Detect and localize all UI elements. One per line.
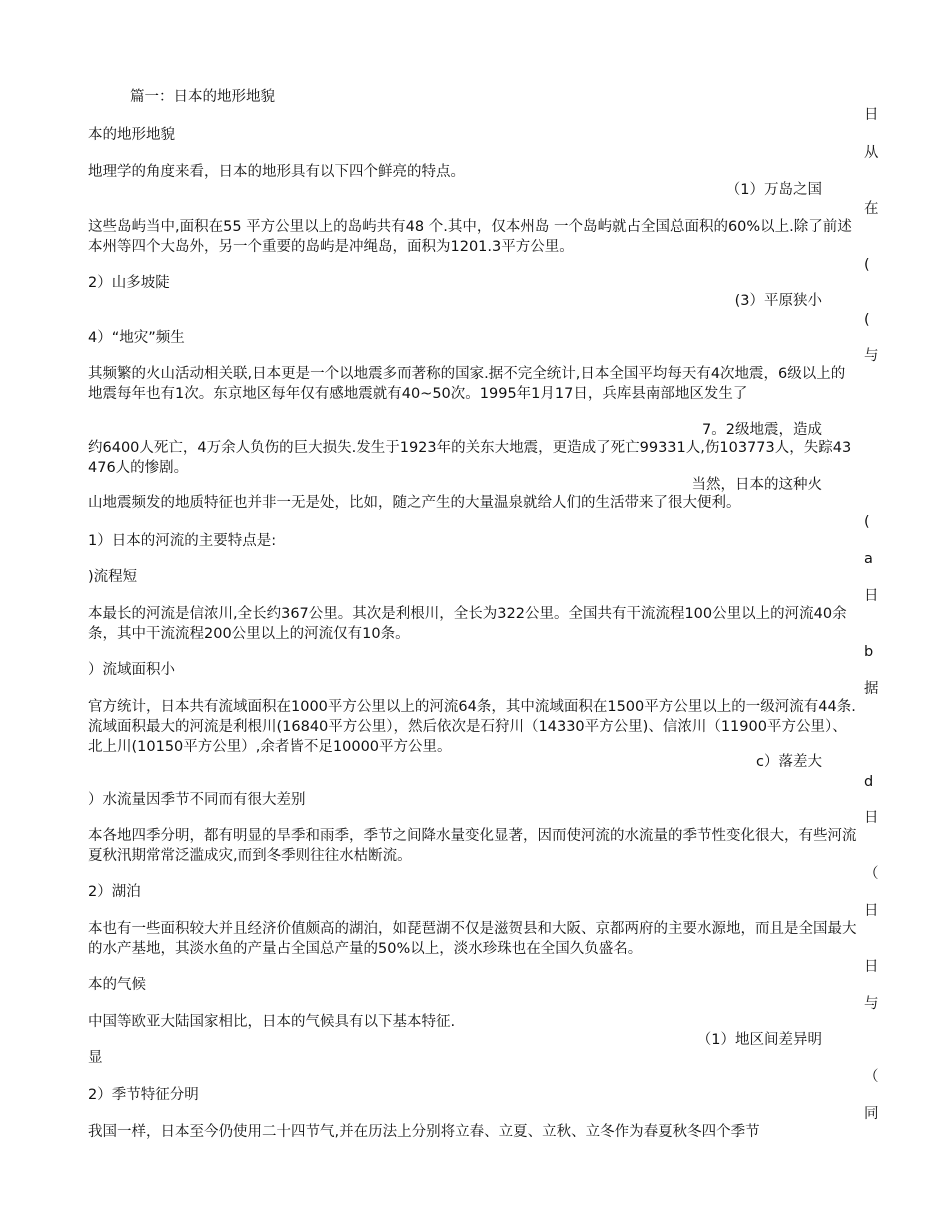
margin-glyph: 日 — [864, 903, 879, 919]
margin-glyph: 与 — [864, 996, 879, 1012]
subheading-regional: （1）地区间差异明 — [696, 1032, 822, 1048]
subheading-mountains: 2）山多坡陡 — [88, 275, 170, 291]
subheading-flow: ）水流量因季节不同而有很大差别 — [88, 792, 306, 808]
subheading-seasons: 2）季节特征分明 — [88, 1087, 199, 1103]
margin-glyph: 日 — [864, 959, 879, 975]
text-line-right: 7。2级地震，造成 — [702, 422, 822, 438]
text-line: 我国一样，日本至今仍使用二十四节气,并在历法上分别将立春、立夏、立秋、立冬作为春夏秋冬四个季节 — [88, 1124, 760, 1140]
subheading-lakes: 2）湖泊 — [88, 884, 141, 900]
margin-glyph: 日 — [864, 107, 879, 123]
margin-glyph: ( — [864, 312, 870, 328]
margin-glyph: ( — [864, 257, 870, 273]
margin-glyph: a — [864, 551, 873, 567]
margin-glyph: b — [864, 644, 874, 660]
subheading-drop: c）落差大 — [756, 754, 822, 770]
text-line: 显 — [88, 1050, 103, 1066]
paragraph-earthquakes: 其频繁的火山活动相关联,日本更是一个以地震多而著称的国家.据不完全统计,日本全国平均每天有4次地震，6级以上的地震每年也有1次。东京地区每年仅有感地震就有40~50次。1995年1月17日，兵库县南部地区发生了 — [88, 366, 846, 402]
subheading-basin: ）流域面积小 — [88, 662, 175, 678]
subheading-disasters: 4）“地灾”频生 — [88, 330, 185, 346]
margin-glyph: （ — [864, 866, 879, 882]
margin-glyph: （ — [864, 1069, 879, 1085]
text-line: 地理学的角度来看，日本的地形具有以下四个鲜亮的特点。 — [88, 164, 465, 180]
text-line: 中国等欧亚大陆国家相比，日本的气候具有以下基本特征. — [88, 1014, 456, 1030]
margin-glyph: 据 — [864, 681, 879, 697]
margin-glyph: 日 — [864, 810, 879, 826]
section-heading-climate: 本的气候 — [88, 977, 146, 993]
margin-glyph: ( — [864, 514, 870, 530]
margin-glyph: 日 — [864, 588, 879, 604]
paragraph-seasons-flow: 本各地四季分明，都有明显的旱季和雨季，季节之间降水量变化显著，因而使河流的水流量的季节性变化很大，有些河流夏秋汛期常常泛滥成灾,而到冬季则往往水枯断流。 — [88, 828, 857, 864]
margin-glyph: 与 — [864, 348, 879, 364]
paragraph-basin-area: 官方统计，日本共有流域面积在1000平方公里以上的河流64条，其中流域面积在1500平方公里以上的一级河流有44条.流域面积最大的河流是利根川(16840平方公里），然后依次是石狩川（14330平方公里)、信浓川（11900平方公里）、北上川(10150平方公里）,余者皆不足10000平方公里。 — [88, 699, 856, 755]
subheading-island-nation: （1）万岛之国 — [725, 182, 822, 198]
paragraph-lakes: 本也有一些面积较大并且经济价值颇高的湖泊，如琵琶湖不仅是滋贺县和大阪、京都两府的主要水源地，而且是全国最大的水产基地，其淡水鱼的产量占全国总产量的50%以上，淡水珍珠也在全国久负盛名。 — [88, 921, 857, 957]
document-title: 篇一：日本的地形地貌 — [130, 89, 275, 105]
subheading-short-rivers: )流程短 — [88, 569, 138, 585]
paragraph-casualties: 约6400人死亡，4万余人负伤的巨大损失.发生于1923年的关东大地震，更造成了死亡99331人,伤103773人，失踪43476人的惨剧。 — [88, 440, 852, 476]
margin-glyph: d — [864, 774, 874, 790]
text-line: 山地震频发的地质特征也并非一无是处，比如，随之产生的大量温泉就给人们的生活带来了很大便利。 — [88, 495, 741, 511]
subheading-rivers: 1）日本的河流的主要特点是: — [88, 533, 277, 549]
margin-glyph: 在 — [864, 201, 879, 217]
paragraph-islands: 这些岛屿当中,面积在55 平方公里以上的岛屿共有48 个.其中，仅本州岛 一个岛屿就占全国总面积的60%以上.除了前述本州等四个大岛外，另一个重要的岛屿是冲绳岛，面积为1201.3平方公里。 — [88, 219, 852, 255]
subheading-plains: (3）平原狭小 — [734, 293, 822, 309]
section-heading: 本的地形地貌 — [88, 127, 175, 143]
margin-glyph: 同 — [864, 1106, 879, 1122]
paragraph-river-length: 本最长的河流是信浓川,全长约367公里。其次是利根川，全长为322公里。全国共有干流流程100公里以上的河流40余条，其中干流流程200公里以上的河流仅有10条。 — [88, 606, 847, 642]
text-line-right: 当然，日本的这种火 — [691, 477, 822, 493]
margin-glyph: 从 — [864, 145, 879, 161]
